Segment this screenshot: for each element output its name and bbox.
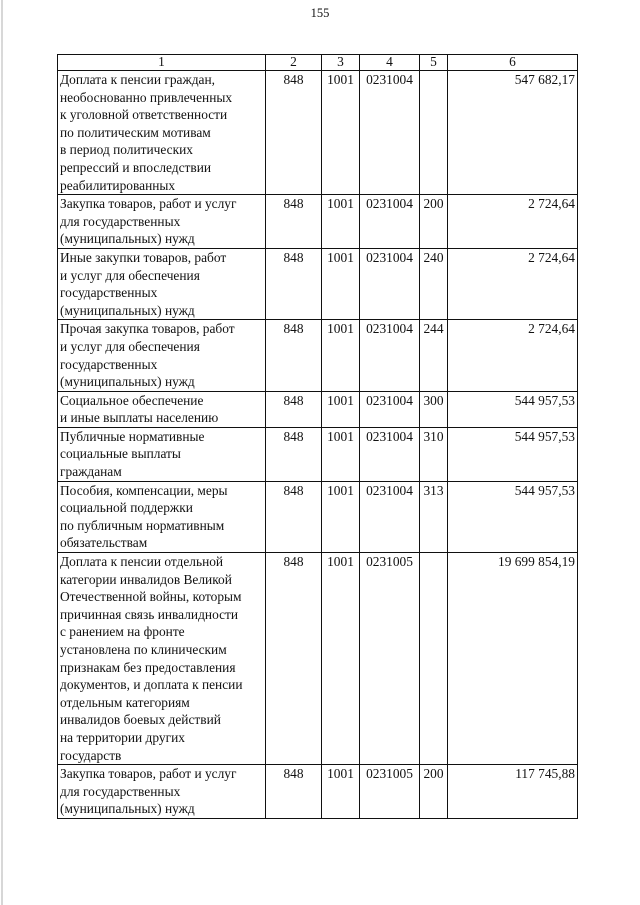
row-code-3: 1001 [322,320,360,391]
row-code-2: 848 [266,71,322,195]
header-col-3: 3 [322,55,360,71]
row-name: Публичные нормативные социальные выплаты гражданам [58,427,266,481]
row-code-3: 1001 [322,553,360,765]
row-code-2: 848 [266,481,322,552]
table-row [58,481,578,552]
row-code-3: 1001 [322,481,360,552]
row-name: Закупка товаров, работ и услуг для государственных (муниципальных) нужд [58,765,266,819]
header-row [58,55,578,71]
row-code-4: 0231004 [360,71,420,195]
row-amount: 2 724,64 [448,248,578,319]
row-code-2: 848 [266,553,322,765]
row-code-2: 848 [266,320,322,391]
row-name: Закупка товаров, работ и услуг для государственных (муниципальных) нужд [58,195,266,249]
row-amount: 544 957,53 [448,391,578,427]
row-code-3: 1001 [322,195,360,249]
row-name: Доплата к пенсии граждан, необоснованно привлеченных к уголовной ответственности по политическим мотивам в период политических репрессий и впоследствии реабилитированных [58,71,266,195]
row-name: Иные закупки товаров, работ и услуг для обеспечения государственных (муниципальных) нужд [58,248,266,319]
row-code-3: 1001 [322,765,360,819]
row-code-4: 0231004 [360,427,420,481]
row-code-4: 0231004 [360,320,420,391]
row-code-5: 310 [420,427,448,481]
budget-table [57,54,578,819]
row-code-3: 1001 [322,71,360,195]
row-code-4: 0231004 [360,195,420,249]
row-name: Прочая закупка товаров, работ и услуг для обеспечения государственных (муниципальных) нужд [58,320,266,391]
table-row [58,553,578,765]
row-amount: 544 957,53 [448,481,578,552]
row-code-4: 0231005 [360,765,420,819]
table-body [58,71,578,819]
table-row [58,248,578,319]
row-code-5: 244 [420,320,448,391]
row-code-5: 200 [420,195,448,249]
scan-edge-shadow [1,0,3,905]
row-code-4: 0231004 [360,391,420,427]
table-row [58,195,578,249]
row-code-2: 848 [266,765,322,819]
header-col-6: 6 [448,55,578,71]
header-col-4: 4 [360,55,420,71]
row-code-2: 848 [266,427,322,481]
row-code-4: 0231004 [360,248,420,319]
table-row [58,71,578,195]
row-name: Пособия, компенсации, меры социальной поддержки по публичным нормативным обязательствам [58,481,266,552]
row-name: Доплата к пенсии отдельной категории инвалидов Великой Отечественной войны, которым причинная связь инвалидности с ранением на фронте установлена по клиническим признакам без предоставления документов, и доплата к пенсии отдельным категориям инвалидов боевых действий на территории других государств [58,553,266,765]
table-row [58,427,578,481]
header-col-5: 5 [420,55,448,71]
table-row [58,391,578,427]
row-amount: 19 699 854,19 [448,553,578,765]
row-code-5: 313 [420,481,448,552]
row-code-2: 848 [266,248,322,319]
row-amount: 547 682,17 [448,71,578,195]
row-code-3: 1001 [322,248,360,319]
table-row [58,320,578,391]
row-code-2: 848 [266,391,322,427]
row-code-5: 200 [420,765,448,819]
row-code-4: 0231005 [360,553,420,765]
table-header [58,55,578,71]
row-code-3: 1001 [322,427,360,481]
row-code-5: 300 [420,391,448,427]
row-amount: 2 724,64 [448,195,578,249]
row-amount: 117 745,88 [448,765,578,819]
header-col-1: 1 [58,55,266,71]
row-code-5 [420,553,448,765]
header-col-2: 2 [266,55,322,71]
row-amount: 544 957,53 [448,427,578,481]
row-code-4: 0231004 [360,481,420,552]
row-name: Социальное обеспечение и иные выплаты населению [58,391,266,427]
page-number: 155 [310,6,330,20]
row-code-5: 240 [420,248,448,319]
row-code-5 [420,71,448,195]
row-code-2: 848 [266,195,322,249]
row-code-3: 1001 [322,391,360,427]
row-amount: 2 724,64 [448,320,578,391]
table-row [58,765,578,819]
